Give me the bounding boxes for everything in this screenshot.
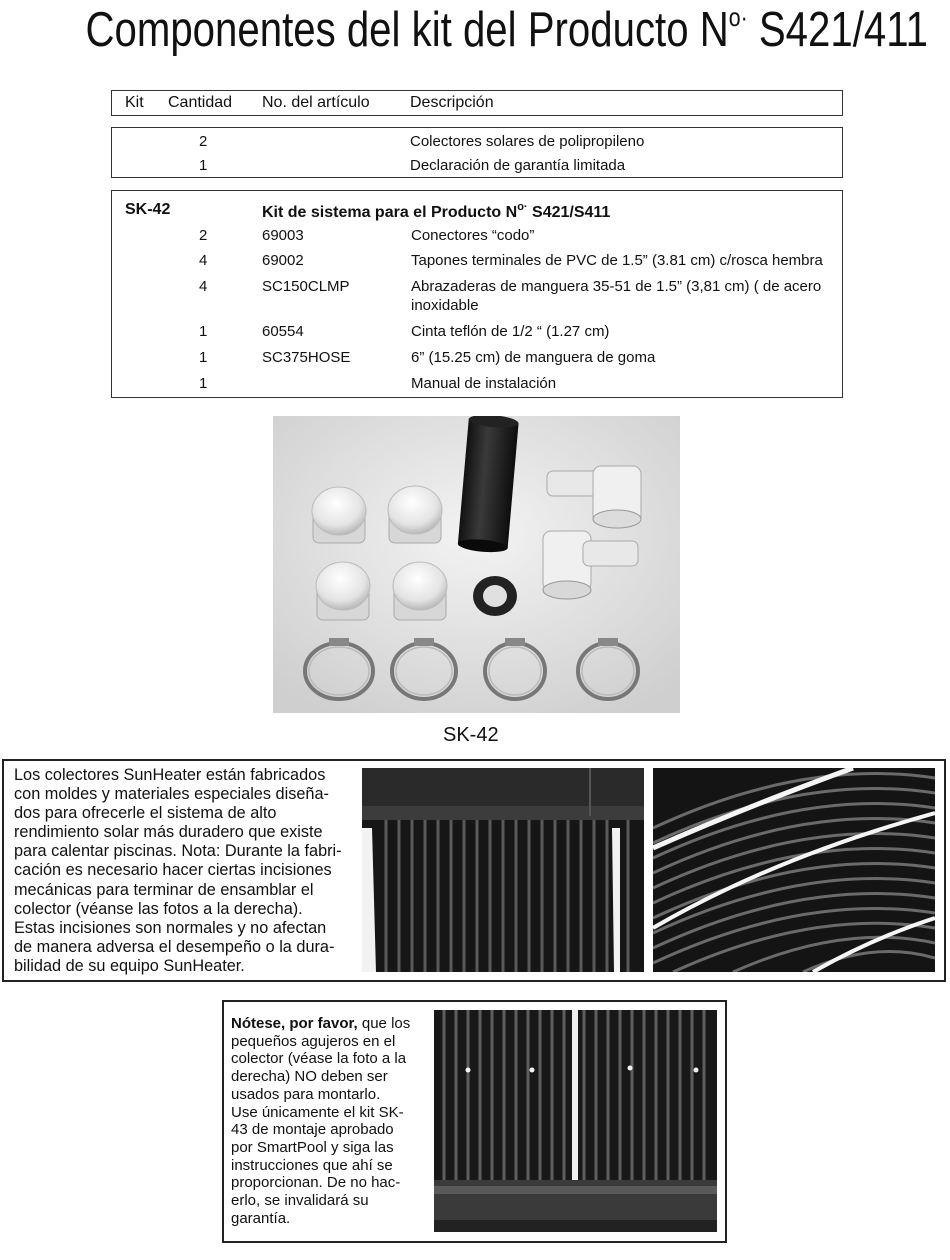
collector-photo-left (362, 768, 644, 972)
table-row-desc: 6” (15.25 cm) de manguera de goma (411, 349, 656, 366)
table-row-desc: Conectores “codo” (411, 227, 535, 244)
table-row-qty: 4 (199, 278, 208, 295)
table-row-qty: 2 (199, 133, 208, 150)
info-paragraph: Los colectores SunHeater están fabricados con moldes y materiales especiales diseña- dos para ofrecerle el sistema de alto rendimiento solar más duradero que existe para calentar piscinas. Nota: Durante la fabri- cación es necesario hacer ciertas incisiones mecánicas para terminar de ensamblar el colector (véanse las fotos a la derecha). Estas incisiones son normales y no afectan de manera adversa el desempeño o la dura- bilidad de su equipo SunHeater. (14, 766, 342, 975)
table-row-desc: Colectores solares de polipropileno (410, 133, 645, 150)
kit-photo (273, 416, 680, 713)
header-articulo: No. del artículo (262, 94, 370, 111)
table-row-qty: 1 (199, 375, 208, 392)
table-row-article: 69003 (262, 227, 304, 244)
page-title: Componentes del kit del Producto $N^{o\cdot}$ S421/411 (85, 2, 928, 57)
collector-image-left (362, 768, 644, 972)
header-descripcion: Descripción (410, 94, 494, 111)
table-row-qty: 1 (199, 349, 208, 366)
collector-image-bottom (434, 1010, 717, 1232)
table-row-qty: 1 (199, 323, 208, 340)
notice-paragraph: Nótese, por favor, que los pequeños agujeros en el colector (véase la foto a la derecha) NO deben ser usados para montarlo. Use únicamente el kit SK- 43 de montaje aprobado por SmartPool y siga las instrucciones que ahí se proporcionan. De no hac- erlo, se invalidará su garantía. (231, 1015, 411, 1227)
table-row-qty: 1 (199, 157, 208, 174)
collector-image-right (653, 768, 935, 972)
title-superscript: o· (728, 2, 748, 32)
table-row-desc: Cinta teflón de 1/2 “ (1.27 cm) (411, 323, 610, 340)
table-row-desc: Declaración de garantía limitada (410, 157, 626, 174)
table-row-desc: Abrazaderas de manguera 35-51 de 1.5” (3,81 cm) ( de acero (411, 278, 822, 295)
table-row-qty: 2 (199, 227, 208, 244)
photo-caption: SK-42 (443, 724, 499, 746)
table-row-desc-cont: inoxidable (411, 297, 479, 314)
table-row-qty: 4 (199, 252, 208, 269)
notice-bold: Nótese, por favor, (231, 1015, 358, 1032)
kit-components-image (273, 416, 680, 713)
kit-code: SK-42 (125, 201, 171, 218)
table-row-article: SC150CLMP (262, 278, 350, 295)
table-row-desc: Manual de instalación (411, 375, 557, 392)
header-cantidad: Cantidad (168, 94, 233, 111)
collector-photo-right (653, 768, 935, 972)
table-row-article: 60554 (262, 323, 304, 340)
kit-title: Kit de sistema para el Producto $N^{o\cdot}$ S421/S411 (262, 201, 611, 221)
collector-photo-bottom (434, 1010, 717, 1232)
table-row-article: 69002 (262, 252, 304, 269)
table-row-desc: Tapones terminales de PVC de 1.5” (3.81 cm) c/rosca hembra (411, 252, 823, 269)
header-kit: Kit (125, 94, 144, 111)
table-row-article: SC375HOSE (262, 349, 351, 366)
